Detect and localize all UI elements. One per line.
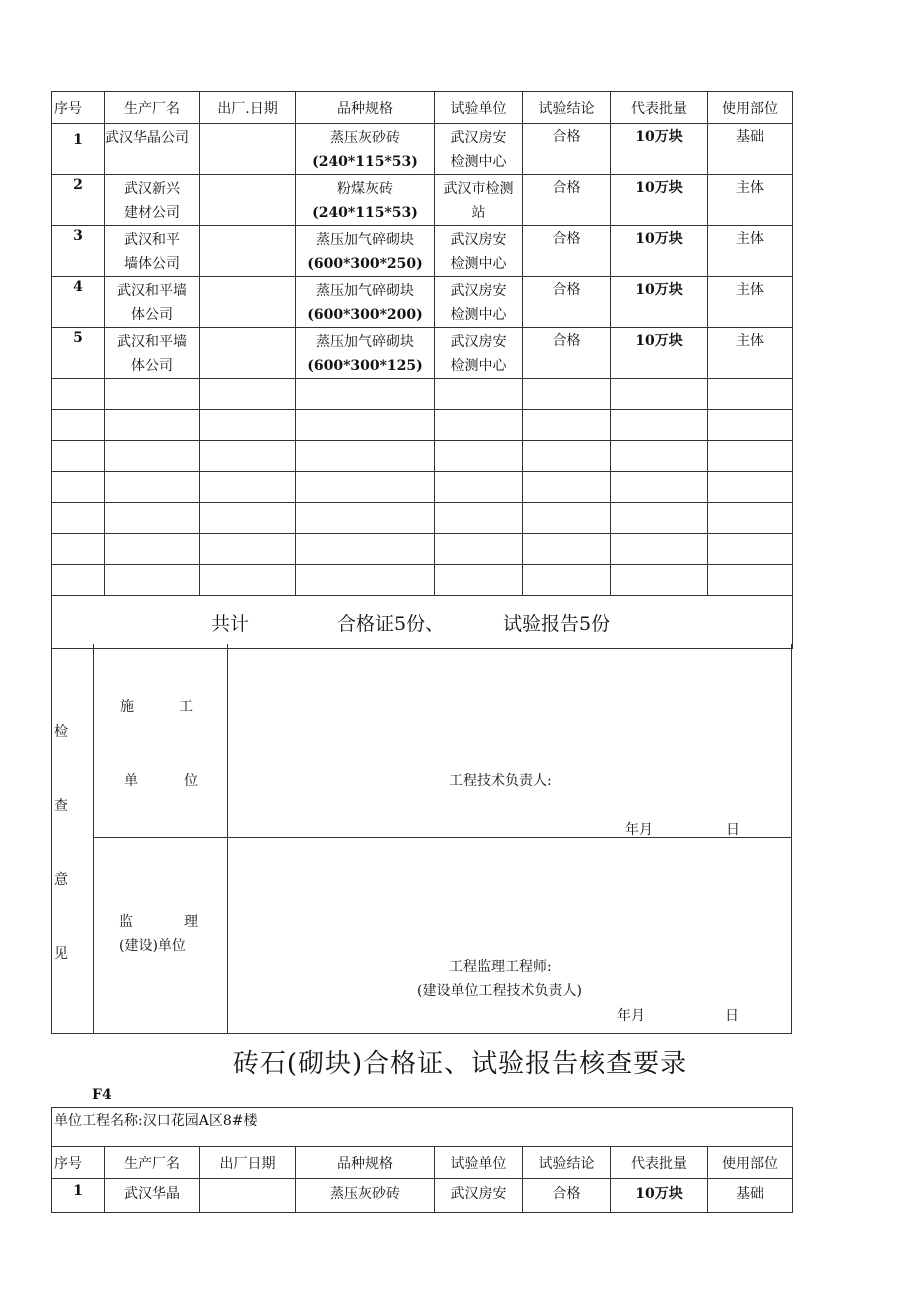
project-label: 单位工程名称:汉口花园A区8#楼 [54, 1113, 258, 1129]
label-text: (建设)单位 [119, 938, 186, 954]
spec-size: (600*300*200) [307, 307, 423, 323]
row-maker: 武汉华晶 [105, 1179, 200, 1213]
row-spec [296, 277, 435, 328]
maker-line: 武汉和平墙 [117, 334, 187, 350]
col-header-result: 试验结论 [523, 92, 611, 124]
label-char: 工 [179, 699, 193, 715]
total-reports: 试验报告5份 [503, 612, 611, 635]
row-lab [435, 124, 523, 175]
table-row [52, 124, 793, 175]
col-header-no: 序号 [52, 1147, 105, 1179]
row-maker [105, 277, 200, 328]
row-no: 4 [52, 277, 105, 328]
row-date [200, 124, 296, 175]
form-code: F4 [92, 1087, 112, 1103]
supervision-unit-sign [228, 838, 791, 1033]
label-char: 理 [184, 914, 198, 930]
row-spec [296, 226, 435, 277]
row-spec [296, 124, 435, 175]
lab-line: 武汉市检测 [443, 181, 514, 197]
col-header-date: 出厂.日期 [200, 92, 296, 124]
side-char: 见 [54, 946, 68, 962]
row-date [200, 277, 296, 328]
row-result: 合格 [523, 277, 611, 328]
supervision-unit-label [93, 838, 228, 1033]
empty-row [52, 441, 793, 472]
table-row [52, 175, 793, 226]
row-result: 合格 [523, 226, 611, 277]
row-lab [435, 328, 523, 379]
col-header-result: 试验结论 [523, 1147, 611, 1179]
row-qty: 10万块 [611, 175, 708, 226]
spec-line: 蒸压加气碎砌块 [316, 232, 414, 248]
supervision-signer-note: (建设单位工程技术负责人) [417, 983, 582, 999]
row-maker [105, 175, 200, 226]
project-name [52, 1108, 793, 1147]
maker-line: 建材公司 [124, 205, 180, 221]
maker-line: 体公司 [131, 307, 173, 323]
row-qty: 10万块 [611, 1179, 708, 1213]
row-maker [105, 328, 200, 379]
header-row [52, 1147, 793, 1179]
row-date [200, 1179, 296, 1213]
construction-signer: 工程技术负责人: [449, 773, 552, 789]
construction-unit-label [93, 644, 228, 838]
inspection-table-body [51, 91, 793, 649]
document-title: 砖石(砌块)合格证、试验报告核查要录 [232, 1049, 688, 1079]
row-part: 主体 [708, 226, 793, 277]
maker-line: 武汉华晶公司 [105, 130, 189, 146]
spec-size: (600*300*125) [307, 358, 423, 374]
row-qty: 10万块 [611, 328, 708, 379]
construction-unit-sign [228, 644, 791, 838]
lab-line: 检测中心 [450, 358, 507, 374]
table-row [52, 226, 793, 277]
table-row [52, 328, 793, 379]
row-date [200, 175, 296, 226]
empty-row [52, 472, 793, 503]
row-result: 合格 [523, 175, 611, 226]
lab-line: 检测中心 [450, 154, 507, 170]
row-lab: 武汉房安 [435, 1179, 523, 1213]
total-certs: 合格证5份、 [337, 612, 445, 635]
row-result: 合格 [523, 328, 611, 379]
construction-date-day: 日 [726, 822, 740, 838]
row-no: 1 [52, 1179, 105, 1213]
side-char: 查 [54, 798, 68, 814]
row-lab [435, 175, 523, 226]
maker-line: 武汉和平 [124, 232, 180, 248]
lab-line: 站 [471, 205, 486, 221]
row-spec: 蒸压灰砂砖 [296, 1179, 435, 1213]
spec-size: (240*115*53) [312, 205, 418, 221]
row-part: 主体 [708, 328, 793, 379]
row-part: 主体 [708, 175, 793, 226]
total-label: 共计 [210, 612, 249, 635]
empty-row [52, 565, 793, 596]
table-row [52, 1179, 793, 1213]
supervision-signer: 工程监理工程师: [449, 959, 552, 975]
label-char: 单 [124, 773, 138, 789]
lab-line: 检测中心 [450, 256, 507, 272]
header-row [52, 92, 793, 124]
project-row [52, 1108, 793, 1147]
label-char: 施 [120, 699, 134, 715]
construction-date-ym: 年月 [625, 822, 653, 838]
col-header-part: 使用部位 [708, 1147, 793, 1179]
lab-line: 武汉房安 [450, 130, 507, 146]
empty-row [52, 534, 793, 565]
col-header-qty: 代表批量 [611, 1147, 708, 1179]
maker-line: 体公司 [131, 358, 173, 374]
total-cell [52, 596, 793, 649]
col-header-no: 序号 [52, 92, 105, 124]
spec-line: 蒸压加气碎砌块 [316, 334, 414, 350]
col-header-lab: 试验单位 [435, 1147, 523, 1179]
check-block [51, 644, 792, 1034]
row-result: 合格 [523, 1179, 611, 1213]
col-header-maker: 生产厂名 [105, 92, 200, 124]
row-part: 基础 [708, 1179, 793, 1213]
row-qty: 10万块 [611, 226, 708, 277]
col-header-spec: 品种规格 [296, 92, 435, 124]
col-header-date: 出厂日期 [200, 1147, 296, 1179]
col-header-spec: 品种规格 [296, 1147, 435, 1179]
row-no: 1 [52, 124, 105, 175]
spec-size: (240*115*53) [312, 154, 418, 170]
row-maker [105, 226, 200, 277]
label-char: 位 [184, 773, 198, 789]
check-side-label [52, 644, 94, 1033]
row-qty: 10万块 [611, 124, 708, 175]
lab-line: 武汉房安 [450, 334, 507, 350]
row-spec [296, 328, 435, 379]
row-no: 5 [52, 328, 105, 379]
row-lab [435, 277, 523, 328]
row-date [200, 226, 296, 277]
total-row [52, 596, 793, 649]
row-no: 3 [52, 226, 105, 277]
row-date [200, 328, 296, 379]
lab-line: 武汉房安 [450, 283, 507, 299]
label-char: 监 [119, 914, 133, 930]
spec-line: 粉煤灰砖 [337, 181, 393, 197]
maker-line: 武汉和平墙 [117, 283, 187, 299]
spec-line: 蒸压灰砂砖 [330, 130, 400, 146]
side-char: 检 [54, 724, 68, 740]
empty-row [52, 410, 793, 441]
second-table [51, 1107, 793, 1213]
supervision-date-day: 日 [725, 1008, 739, 1024]
row-maker [105, 124, 200, 175]
lab-line: 检测中心 [450, 307, 507, 323]
col-header-qty: 代表批量 [611, 92, 708, 124]
side-char: 意 [54, 872, 68, 888]
empty-row [52, 379, 793, 410]
maker-line: 墙体公司 [124, 256, 180, 272]
empty-row [52, 503, 793, 534]
spec-size: (600*300*250) [307, 256, 423, 272]
col-header-part: 使用部位 [708, 92, 793, 124]
table-row [52, 277, 793, 328]
spec-line: 蒸压加气碎砌块 [316, 283, 414, 299]
lab-line: 武汉房安 [450, 232, 507, 248]
row-no: 2 [52, 175, 105, 226]
row-lab [435, 226, 523, 277]
col-header-maker: 生产厂名 [105, 1147, 200, 1179]
row-part: 基础 [708, 124, 793, 175]
col-header-lab: 试验单位 [435, 92, 523, 124]
row-spec [296, 175, 435, 226]
maker-line: 武汉新兴 [124, 181, 180, 197]
row-part: 主体 [708, 277, 793, 328]
row-result: 合格 [523, 124, 611, 175]
supervision-date-ym: 年月 [617, 1008, 645, 1024]
row-qty: 10万块 [611, 277, 708, 328]
